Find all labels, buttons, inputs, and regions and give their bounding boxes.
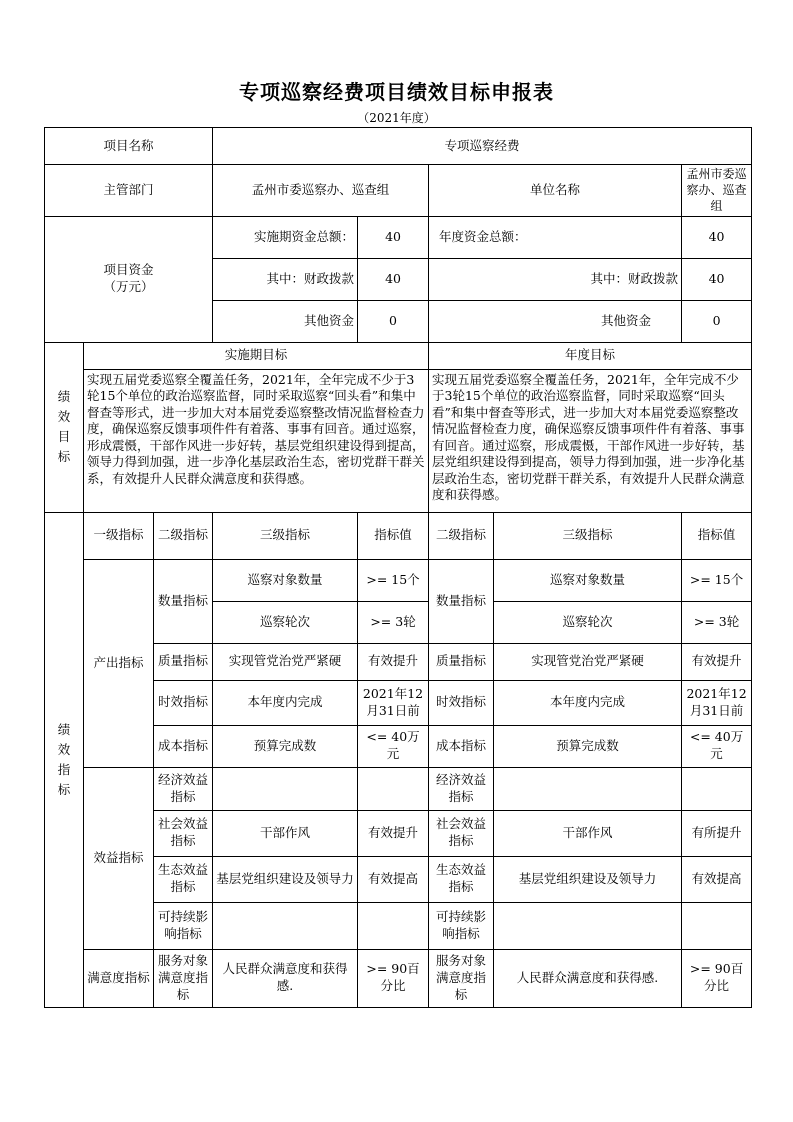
satisfaction-label: 满意度指标	[84, 949, 154, 1007]
quality-label-year: 质量指标	[429, 643, 494, 680]
q2-name-impl: 巡察轮次	[213, 601, 358, 643]
satisfaction-sub-year: 服务对象满意度指标	[429, 949, 494, 1007]
dept-value: 孟州市委巡察办、巡查组	[213, 165, 429, 217]
year-goal-header: 年度目标	[429, 342, 752, 369]
quality-label-impl: 质量指标	[154, 643, 213, 680]
cost-value-impl: <= 40万元	[358, 725, 429, 767]
value-header-impl: 指标值	[358, 512, 429, 559]
row-economic	[45, 767, 752, 810]
eco-value-impl: 有效提高	[358, 856, 429, 902]
other-impl-value: 0	[358, 300, 429, 342]
project-name-value: 专项巡察经费	[213, 128, 752, 165]
social-name-impl: 干部作风	[213, 810, 358, 856]
level3-header-impl: 三级指标	[213, 512, 358, 559]
q1-name-impl: 巡察对象数量	[213, 559, 358, 601]
other-year-label: 其他资金	[429, 300, 682, 342]
page-title: 专项巡察经费项目绩效目标申报表	[239, 80, 554, 104]
level1-header: 一级指标	[84, 512, 154, 559]
satisfaction-value-impl: >= 90百分比	[358, 949, 429, 1007]
cost-name-impl: 预算完成数	[213, 725, 358, 767]
funds-label-text: 项目资金	[103, 262, 154, 278]
quality-value-impl: 有效提升	[358, 643, 429, 680]
sustain-label-impl: 可持续影响指标	[154, 902, 213, 949]
row-goal-header	[45, 342, 752, 369]
economic-name-year	[494, 767, 682, 810]
economic-label-year: 经济效益指标	[429, 767, 494, 810]
other-impl-label: 其他资金	[213, 300, 358, 342]
cost-label-year: 成本指标	[429, 725, 494, 767]
output-label: 产出指标	[84, 559, 154, 767]
economic-name-impl	[213, 767, 358, 810]
value-header-year: 指标值	[682, 512, 752, 559]
total-impl-label: 实施期资金总额：	[213, 216, 358, 258]
q2-name-year: 巡察轮次	[494, 601, 682, 643]
satisfaction-sub-impl: 服务对象满意度指标	[154, 949, 213, 1007]
eco-label-impl: 生态效益指标	[154, 856, 213, 902]
satisfaction-name-year: 人民群众满意度和获得感.	[494, 949, 682, 1007]
row-project-name	[45, 128, 752, 165]
fiscal-impl-value: 40	[358, 258, 429, 300]
time-name-impl: 本年度内完成	[213, 680, 358, 725]
funds-label	[45, 216, 213, 342]
level2-header-impl: 二级指标	[154, 512, 213, 559]
social-label-year: 社会效益指标	[429, 810, 494, 856]
other-year-value: 0	[682, 300, 752, 342]
quality-name-year: 实现管党治党严紧硬	[494, 643, 682, 680]
indicator-label-text: 绩效指标	[57, 721, 71, 797]
eco-name-impl: 基层党组织建设及领导力	[213, 856, 358, 902]
time-label-impl: 时效指标	[154, 680, 213, 725]
indicator-label	[45, 512, 84, 1007]
time-value-year: 2021年12月31日前	[682, 680, 752, 725]
social-name-year: 干部作风	[494, 810, 682, 856]
dept-label: 主管部门	[45, 165, 213, 217]
cost-name-year: 预算完成数	[494, 725, 682, 767]
q1-value-impl: >= 15个	[358, 559, 429, 601]
row-satisfaction	[45, 949, 752, 1007]
goal-label-text: 绩效目标	[57, 389, 71, 465]
level2-header-year: 二级指标	[429, 512, 494, 559]
level3-header-year: 三级指标	[494, 512, 682, 559]
time-value-impl: 2021年12月31日前	[358, 680, 429, 725]
sustain-value-impl	[358, 902, 429, 949]
economic-value-year	[682, 767, 752, 810]
social-value-year: 有所提升	[682, 810, 752, 856]
impl-goal-header: 实施期目标	[84, 342, 429, 369]
total-impl-value: 40	[358, 216, 429, 258]
funds-unit-text: （万元）	[103, 279, 154, 295]
economic-label-impl: 经济效益指标	[154, 767, 213, 810]
q1-name-year: 巡察对象数量	[494, 559, 682, 601]
time-label-year: 时效指标	[429, 680, 494, 725]
goal-label	[45, 342, 84, 512]
cost-value-year: <= 40万元	[682, 725, 752, 767]
eco-label-year: 生态效益指标	[429, 856, 494, 902]
impl-goal-text: 实现五届党委巡察全覆盖任务，2021年，全年完成不少于3轮15个单位的政治巡察监督，同时采取巡察“回头看”和集中督查等形式，进一步加大对本届党委巡察整改情况监督检查力度，确保巡察反馈事项件件有着落、事事有回音。通过巡察，形成震慑，干部作风进一步好转，基层党组织建设得到提高，领导力得到加强，进一步净化基层政治生态，密切党群干群关系，有效提升人民群众满意度和获得感。	[84, 369, 429, 512]
row-goal-text	[45, 369, 752, 512]
social-value-impl: 有效提升	[358, 810, 429, 856]
satisfaction-name-impl: 人民群众满意度和获得感.	[213, 949, 358, 1007]
eco-value-year: 有效提高	[682, 856, 752, 902]
sustain-value-year	[682, 902, 752, 949]
unit-label: 单位名称	[429, 165, 682, 217]
total-year-label: 年度资金总额：	[429, 216, 682, 258]
fiscal-year-value: 40	[682, 258, 752, 300]
sustain-name-year	[494, 902, 682, 949]
year-goal-text: 实现五届党委巡察全覆盖任务，2021年，全年完成不少于3轮15个单位的政治巡察监督，同时采取巡察“回头看”和集中督查等形式，进一步加大对本届党委巡察整改情况监督检查力度，确保巡察反馈事项件件有着落、事事有回音。通过巡察，形成震慑，干部作风进一步好转，基层党组织建设得到提高，领导力得到加强，进一步净化基层政治生态，密切党群干群关系，有效提升人民群众满意度和获得感。	[429, 369, 752, 512]
social-label-impl: 社会效益指标	[154, 810, 213, 856]
quantity-label-impl: 数量指标	[154, 559, 213, 643]
performance-table	[44, 127, 752, 1008]
quantity-label-year: 数量指标	[429, 559, 494, 643]
benefit-label: 效益指标	[84, 767, 154, 949]
row-funds-total	[45, 216, 752, 258]
row-indicator-header	[45, 512, 752, 559]
q1-value-year: >= 15个	[682, 559, 752, 601]
eco-name-year: 基层党组织建设及领导力	[494, 856, 682, 902]
fiscal-year-label: 其中：财政拨款	[429, 258, 682, 300]
total-year-value: 40	[682, 216, 752, 258]
year-subtitle: （2021年度）	[357, 111, 436, 125]
row-quantity-1	[45, 559, 752, 601]
fiscal-impl-label: 其中：财政拨款	[213, 258, 358, 300]
project-name-label: 项目名称	[45, 128, 213, 165]
sustain-label-year: 可持续影响指标	[429, 902, 494, 949]
row-dept	[45, 165, 752, 217]
sustain-name-impl	[213, 902, 358, 949]
satisfaction-value-year: >= 90百分比	[682, 949, 752, 1007]
cost-label-impl: 成本指标	[154, 725, 213, 767]
quality-name-impl: 实现管党治党严紧硬	[213, 643, 358, 680]
unit-value: 孟州市委巡察办、巡查组	[682, 165, 752, 217]
q2-value-impl: >= 3轮	[358, 601, 429, 643]
economic-value-impl	[358, 767, 429, 810]
q2-value-year: >= 3轮	[682, 601, 752, 643]
quality-value-year: 有效提升	[682, 643, 752, 680]
time-name-year: 本年度内完成	[494, 680, 682, 725]
